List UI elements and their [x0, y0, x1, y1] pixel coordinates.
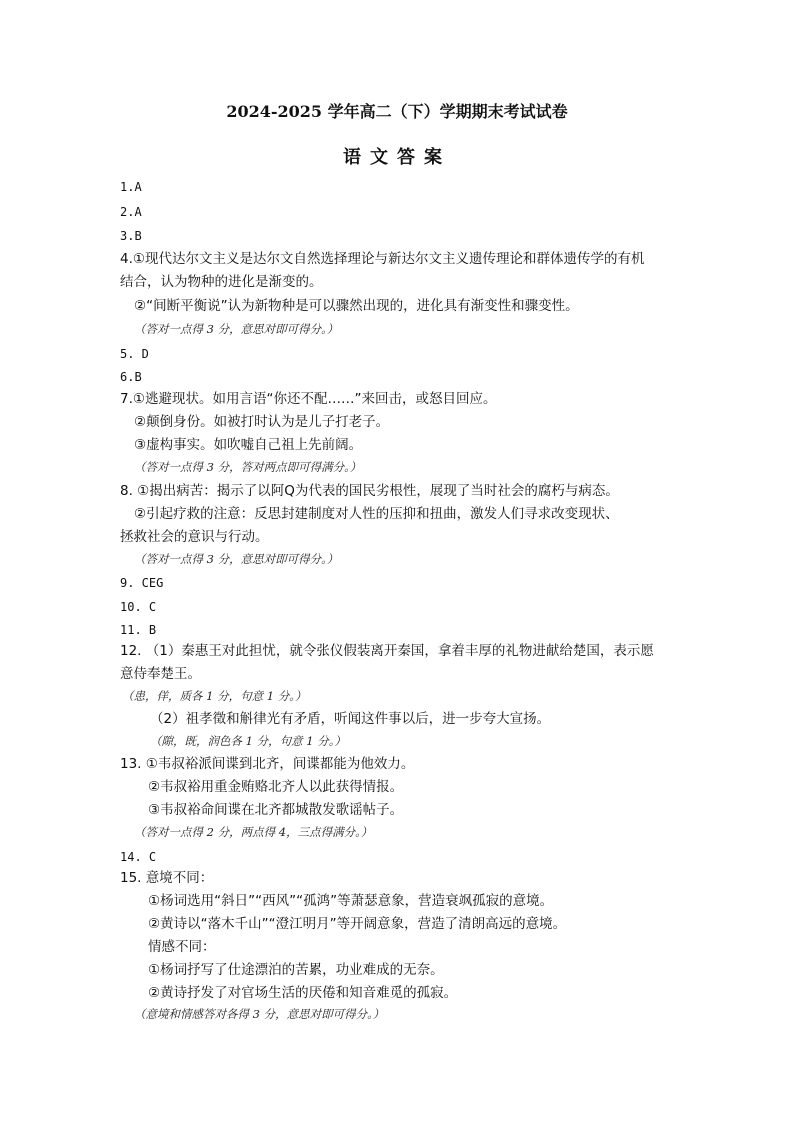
answer-q3: 3.B [120, 229, 142, 243]
answer-q14: 14. C [120, 850, 157, 864]
answer-q4-line2: 结合，认为物种的进化是渐变的。 [120, 274, 323, 290]
answer-q12-line2: 意侍奉楚王。 [120, 666, 201, 682]
answer-q15-line1: 15. 意境不同： [120, 870, 214, 886]
answer-q4-line1: 4.①现代达尔文主义是达尔文自然选择理论与新达尔文主义遗传理论和群体遗传学的有机 [120, 251, 645, 267]
answer-q7-line1: 7.①逃避现状。如用言语“你还不配……”来回击，或怒目回应。 [120, 391, 497, 407]
answer-q7-line2: ②颠倒身份。如被打时认为是儿子打老子。 [134, 414, 390, 430]
answer-q4-line3: ②“间断平衡说”认为新物种是可以骤然出现的，进化具有渐变性和骤变性。 [134, 298, 579, 314]
answer-q15-line2: ①杨词选用“斜日”“西风”“孤鸿”等萧瑟意象，营造衰飒孤寂的意境。 [148, 893, 554, 909]
scoring-note-q15: （意境和情感答对各得 3 分，意思对即可得分。） [134, 1007, 385, 1021]
scoring-note-q12-1: （患，佯，质各 1 分，句意 1 分。） [122, 689, 307, 703]
answer-q12-line3: （2）祖孝徵和斛律光有矛盾，听闻这件事以后，进一步夸大宣扬。 [150, 711, 551, 727]
answer-q13-line1: 13. ①韦叔裕派间谍到北齐，间谍都能为他效力。 [120, 756, 415, 772]
answer-q15-line6: ②黄诗抒发了对官场生活的厌倦和知音难觅的孤寂。 [148, 985, 458, 1001]
scoring-note-q12-2: （隙，既，润色各 1 分，句意 1 分。） [150, 734, 347, 748]
answer-q15-line5: ①杨词抒写了仕途漂泊的苦累，功业难成的无奈。 [148, 962, 444, 978]
scoring-note-q8: （答对一点得 3 分，意思对即可得分。） [134, 552, 339, 566]
answer-q8-line3: 拯救社会的意识与行动。 [120, 529, 269, 545]
answer-key-subtitle: 语文答案 [343, 147, 451, 168]
answer-q15-line4: 情感不同： [148, 939, 216, 955]
answer-q12-line1: 12. （1）秦惠王对此担忧，就令张仪假装离开秦国，拿着丰厚的礼物进献给楚国，表示愿 [120, 643, 654, 659]
answer-q8-line1: 8. ①揭出病苦：揭示了以阿Q为代表的国民劣根性，展现了当时社会的腐朽与病态。 [120, 483, 619, 499]
answer-q8-line2: ②引起疗救的注意：反思封建制度对人性的压抑和扭曲，激发人们寻求改变现状、 [134, 506, 619, 522]
scoring-note-q4: （答对一点得 3 分，意思对即可得分。） [134, 322, 339, 336]
answer-q2: 2.A [120, 205, 142, 219]
answer-q10: 10. C [120, 600, 157, 614]
scoring-note-q13: （答对一点得 2 分，两点得 4，三点得满分。） [134, 825, 373, 839]
exam-title: 2024-2025 学年高二（下）学期期末考试试卷 [226, 102, 568, 121]
answer-q11: 11. B [120, 623, 157, 637]
answer-q5: 5. D [120, 347, 149, 361]
answer-q13-line3: ③韦叔裕命间谍在北齐都城散发歌谣帖子。 [148, 802, 404, 818]
scoring-note-q7: （答对一点得 3 分，答对两点即可得满分。） [134, 460, 362, 474]
answer-q7-line3: ③虚构事实。如吹嘘自己祖上先前阔。 [134, 437, 363, 453]
answer-q15-line3: ②黄诗以“落木千山”“澄江明月”等开阔意象，营造了清朗高远的意境。 [148, 916, 567, 932]
answer-q6: 6.B [120, 370, 142, 384]
answer-q13-line2: ②韦叔裕用重金贿赂北齐人以此获得情报。 [148, 779, 404, 795]
answer-q1: 1.A [120, 180, 142, 194]
answer-q9: 9. CEG [120, 576, 164, 590]
